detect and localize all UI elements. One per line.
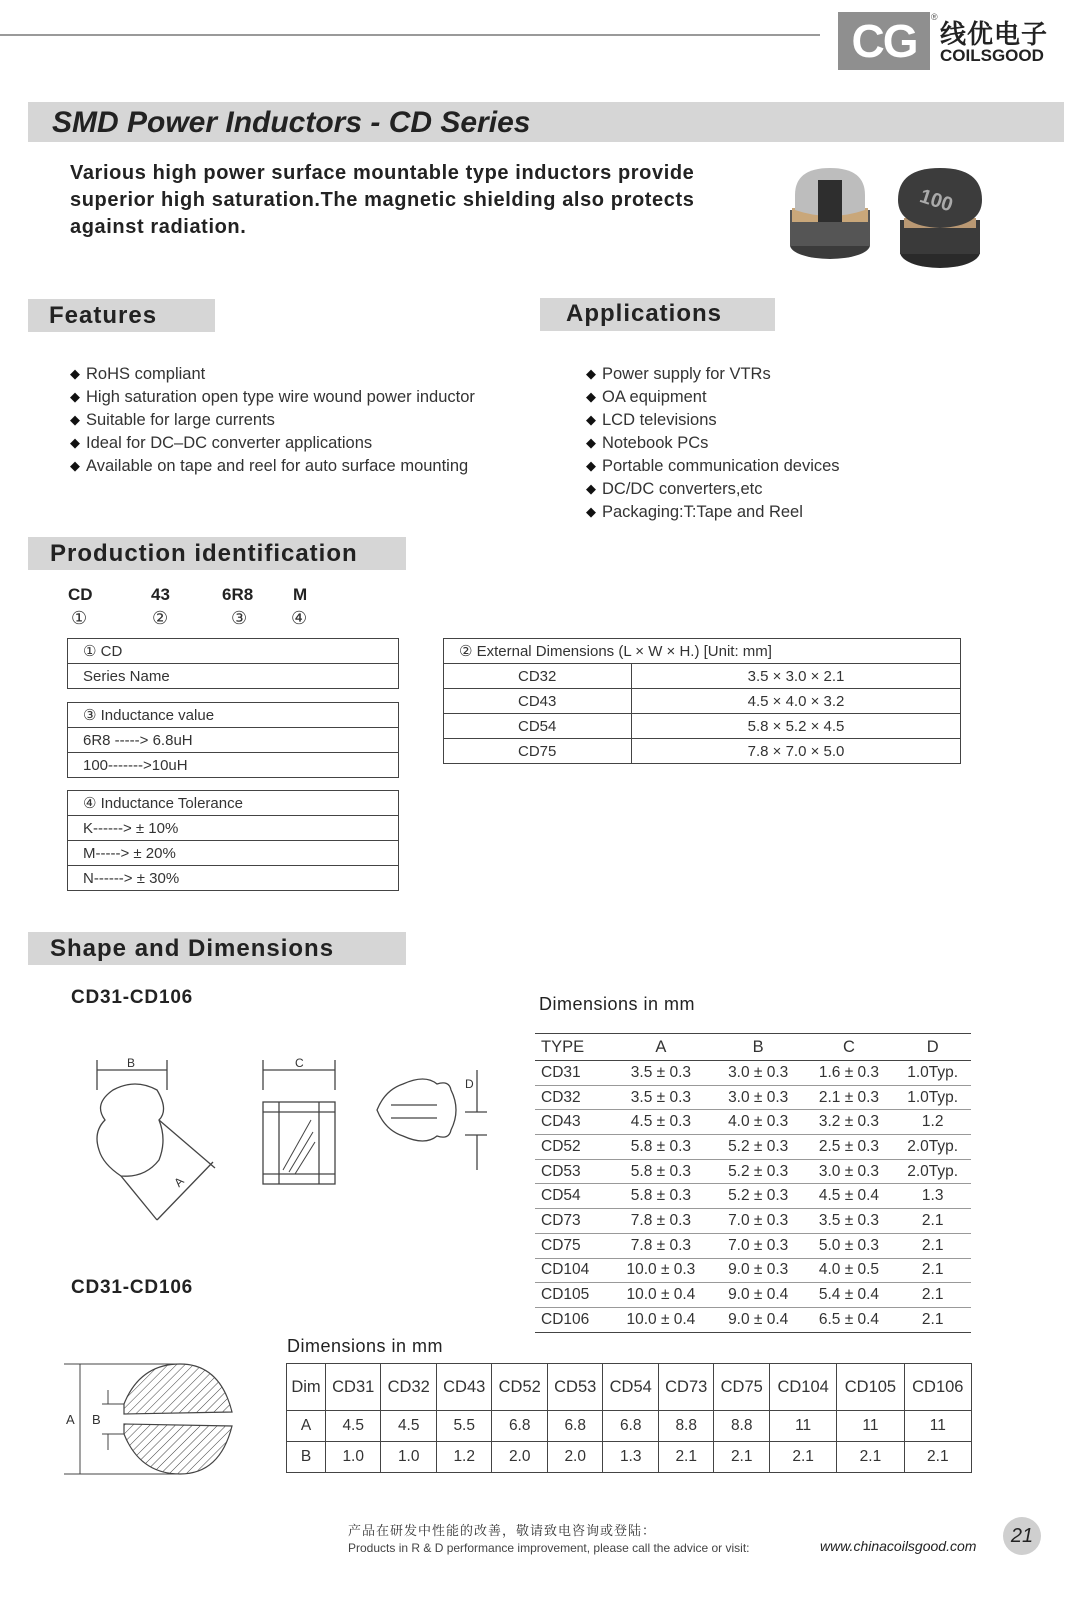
code-mark-3: ③ (231, 608, 248, 628)
table-cell: 6.5 ± 0.4 (818, 1310, 880, 1328)
external-type: CD32 (444, 664, 632, 689)
table-header-cell: CD75 (714, 1364, 770, 1411)
table-cell: 2.1 (894, 1258, 971, 1283)
applications-item: ◆ Portable communication devices (586, 455, 840, 478)
features-item: ◆ RoHS compliant (70, 363, 475, 386)
table-cell: CD75 (535, 1233, 609, 1258)
table-cell: 5.4 ± 0.4 (804, 1283, 895, 1308)
table-row (535, 1135, 971, 1160)
applications-heading: Applications (566, 300, 723, 327)
range-label-1: CD31-CD106 (71, 987, 194, 1008)
table-row (535, 1159, 971, 1184)
tolerance-header: ④ Inductance Tolerance (68, 791, 399, 816)
series-header: ① CD (68, 639, 399, 664)
table-cell: 2.5 ± 0.3 (804, 1135, 895, 1160)
code-part-1: CD (68, 585, 93, 604)
table-cell: 4.5 ± 0.4 (804, 1184, 895, 1209)
tolerance-table (67, 790, 399, 891)
table-cell: 2.1 (894, 1233, 971, 1258)
logo-chinese-name: 线优电子 (940, 19, 1049, 49)
table-cell: 2.1 (714, 1442, 770, 1473)
table-cell: 1.3 (603, 1442, 659, 1473)
table-cell: 1.2 (894, 1110, 971, 1135)
ab-dimensions-table (286, 1363, 972, 1473)
external-type: CD75 (444, 739, 632, 764)
table-cell: 2.0 (492, 1442, 548, 1473)
table-cell: 3.5 ± 0.3 (609, 1061, 713, 1086)
footer-english-note: Products in R & D performance improvement, please call the advice or visit: (348, 1541, 750, 1555)
applications-item: ◆ LCD televisions (586, 409, 840, 432)
table-cell: 2.1 (904, 1442, 971, 1473)
table-cell: A (287, 1411, 326, 1442)
table-cell: 9.0 ± 0.4 (713, 1283, 804, 1308)
logo-mark: CG (838, 12, 930, 70)
code-mark-4: ④ (291, 608, 308, 628)
features-item: ◆ Ideal for DC–DC converter applications (70, 432, 475, 455)
table-cell: 6.8 (603, 1411, 659, 1442)
table-row (535, 1258, 971, 1283)
table-header-cell: CD31 (325, 1364, 381, 1411)
table-cell: 8.8 (658, 1411, 714, 1442)
table-cell: 1.3 (894, 1184, 971, 1209)
features-heading: Features (49, 302, 158, 329)
table-cell: 3.0 ± 0.3 (713, 1061, 804, 1086)
table-header-cell: Dim (287, 1364, 326, 1411)
external-dimensions-table (443, 638, 961, 764)
table-cell: 4.0 ± 0.5 (804, 1258, 895, 1283)
table-row (535, 1307, 971, 1332)
external-value: 5.8 × 5.2 × 4.5 (632, 714, 961, 739)
table-cell: 2.1 (894, 1209, 971, 1234)
table-cell: 6.8 (547, 1411, 603, 1442)
external-type: CD54 (444, 714, 632, 739)
table-cell: 10.0 ± 0.4 (626, 1310, 696, 1328)
table-cell: 10.0 ± 0.4 (609, 1283, 713, 1308)
table-cell: 1.0Typ. (894, 1061, 971, 1086)
tolerance-row: N------> ± 30% (83, 869, 180, 887)
table-cell: 5.0 ± 0.3 (804, 1233, 895, 1258)
table-cell: 5.2 ± 0.3 (713, 1184, 804, 1209)
table-cell: 10.0 ± 0.3 (609, 1258, 713, 1283)
dimensions-table (535, 1033, 971, 1333)
production-heading: Production identification (50, 540, 358, 567)
features-list (70, 363, 475, 478)
table-cell: 1.0Typ. (894, 1085, 971, 1110)
label-b: B (127, 1056, 136, 1070)
code-part-2: 43 (151, 585, 170, 604)
applications-item: ◆ OA equipment (586, 386, 840, 409)
code-mark-1: ① (71, 608, 88, 628)
code-part-4: M (293, 585, 308, 604)
table-cell: CD73 (535, 1209, 609, 1234)
table-cell: 2.0 (547, 1442, 603, 1473)
table-cell: 5.5 (436, 1411, 492, 1442)
table-cell: CD43 (535, 1110, 609, 1135)
table-header-cell: TYPE (535, 1034, 609, 1061)
table-cell: B (287, 1442, 326, 1473)
table-cell: 11 (904, 1411, 971, 1442)
table-row (535, 1283, 971, 1308)
label-d: D (465, 1077, 474, 1091)
table-cell: 3.0 ± 0.3 (804, 1159, 895, 1184)
page-title: SMD Power Inductors - CD Series (52, 106, 531, 139)
table-header-cell: B (713, 1034, 804, 1061)
series-table (67, 638, 399, 689)
table-cell: CD53 (535, 1159, 609, 1184)
table-header-cell: CD73 (658, 1364, 714, 1411)
table-cell: CD32 (535, 1085, 609, 1110)
external-value: 7.8 × 7.0 × 5.0 (632, 739, 961, 764)
table-cell: 7.0 ± 0.3 (713, 1209, 804, 1234)
table-cell: 7.0 ± 0.3 (713, 1233, 804, 1258)
tolerance-row: K------> ± 10% (68, 816, 399, 841)
table-cell: 1.6 ± 0.3 (804, 1061, 895, 1086)
table-cell: CD54 (535, 1184, 609, 1209)
table-cell: 5.2 ± 0.3 (713, 1135, 804, 1160)
applications-item: ◆ Notebook PCs (586, 432, 840, 455)
table-cell: 2.1 (894, 1283, 971, 1308)
table2-title: Dimensions in mm (287, 1336, 444, 1356)
label-a: A (171, 1174, 187, 1190)
table-header-cell: A (609, 1034, 713, 1061)
table-cell: 4.5 ± 0.3 (609, 1110, 713, 1135)
table-header-cell: CD105 (837, 1364, 904, 1411)
table-cell: 5.2 ± 0.3 (713, 1159, 804, 1184)
table-cell: 9.0 ± 0.4 (728, 1310, 789, 1328)
table-cell: 2.1 (837, 1442, 904, 1473)
applications-item: ◆ DC/DC converters,etc (586, 478, 840, 501)
table-row (535, 1061, 971, 1086)
table-cell: 5.8 ± 0.3 (609, 1184, 713, 1209)
logo-english-name: COILSGOOD (940, 46, 1044, 65)
table-cell: 2.0Typ. (894, 1159, 971, 1184)
table-header-cell: CD104 (769, 1364, 836, 1411)
table-cell: 2.1 ± 0.3 (804, 1085, 895, 1110)
table-cell: 9.0 ± 0.3 (713, 1258, 804, 1283)
table-cell: 4.5 (381, 1411, 437, 1442)
table-cell: 5.8 ± 0.3 (609, 1159, 713, 1184)
applications-list (586, 363, 840, 524)
table-cell: CD104 (535, 1258, 609, 1283)
range-label-2: CD31-CD106 (71, 1277, 194, 1298)
external-value: 3.5 × 3.0 × 2.1 (632, 664, 961, 689)
features-item: ◆ Available on tape and reel for auto surface mounting (70, 455, 475, 478)
cross-section-drawing (62, 1360, 240, 1478)
table-cell: 2.1 (769, 1442, 836, 1473)
product-photo (780, 160, 995, 280)
table-cell: 7.8 ± 0.3 (609, 1209, 713, 1234)
dimension-drawings (85, 1050, 505, 1230)
table-cell: 3.5 ± 0.3 (804, 1209, 895, 1234)
table-cell: 2.0Typ. (894, 1135, 971, 1160)
table-cell: 2.1 (658, 1442, 714, 1473)
table-cell: 5.8 ± 0.3 (609, 1135, 713, 1160)
inductance-row: 6R8 -----> 6.8uH (68, 728, 399, 753)
label-section-a: A (66, 1412, 75, 1427)
table-header-cell: CD43 (436, 1364, 492, 1411)
table-cell: 2.1 (921, 1310, 944, 1328)
series-row: Series Name (83, 667, 170, 685)
intro-text: Various high power surface mountable type inductors provide superior high saturation.The magnetic shielding also protects against radiation. (70, 162, 695, 238)
table-cell: 1.0 (381, 1442, 437, 1473)
table-header-cell: CD53 (547, 1364, 603, 1411)
table-cell: CD52 (535, 1135, 609, 1160)
table-cell: 11 (769, 1411, 836, 1442)
applications-item: ◆ Packaging:T:Tape and Reel (586, 501, 840, 524)
table-row (535, 1184, 971, 1209)
table-header-cell: CD54 (603, 1364, 659, 1411)
shape-heading: Shape and Dimensions (50, 935, 335, 962)
table-cell: CD106 (541, 1310, 590, 1328)
table-row (287, 1411, 972, 1442)
table-row (535, 1110, 971, 1135)
external-header: ② External Dimensions (L × W × H.) [Unit: mm] (444, 639, 961, 664)
page-number: 21 (1003, 1517, 1041, 1555)
table-cell: 3.0 ± 0.3 (713, 1085, 804, 1110)
table-header-cell: D (894, 1034, 971, 1061)
table-header-cell: CD52 (492, 1364, 548, 1411)
table-cell: CD105 (535, 1283, 609, 1308)
table-cell: 4.0 ± 0.3 (713, 1110, 804, 1135)
header-rule (0, 34, 820, 36)
external-type: CD43 (444, 689, 632, 714)
tolerance-row: M-----> ± 20% (68, 841, 399, 866)
external-value: 4.5 × 4.0 × 3.2 (632, 689, 961, 714)
code-part-3: 6R8 (222, 585, 254, 604)
product-marking: 100 (916, 185, 956, 217)
label-c: C (295, 1056, 304, 1070)
table-cell: 6.8 (492, 1411, 548, 1442)
logo-registered: ® (931, 12, 938, 22)
table-row (535, 1085, 971, 1110)
features-item: ◆ Suitable for large currents (70, 409, 475, 432)
table-cell: CD31 (535, 1061, 609, 1086)
table-cell: 8.8 (714, 1411, 770, 1442)
table1-title: Dimensions in mm (539, 994, 696, 1014)
table-cell: 1.0 (325, 1442, 381, 1473)
table-header-cell: CD32 (381, 1364, 437, 1411)
code-mark-2: ② (152, 608, 169, 628)
table-cell: 4.5 (325, 1411, 381, 1442)
table-cell: 11 (837, 1411, 904, 1442)
inductance-row: 100------->10uH (83, 756, 188, 774)
table-cell: 1.2 (436, 1442, 492, 1473)
inductance-header: ③ Inductance value (68, 703, 399, 728)
inductance-table (67, 702, 399, 778)
applications-item: ◆ Power supply for VTRs (586, 363, 840, 386)
footer-website[interactable]: www.chinacoilsgood.com (820, 1538, 977, 1554)
table-header-cell: CD106 (904, 1364, 971, 1411)
label-section-b: B (92, 1412, 101, 1427)
features-item: ◆ High saturation open type wire wound power inductor (70, 386, 475, 409)
table-cell: 3.2 ± 0.3 (804, 1110, 895, 1135)
table-cell: 7.8 ± 0.3 (609, 1233, 713, 1258)
table-row (535, 1209, 971, 1234)
table-header-cell: C (804, 1034, 895, 1061)
footer-chinese-note: 产品在研发中性能的改善，敬请致电咨询或登陆： (348, 1523, 657, 1538)
table-row (535, 1233, 971, 1258)
table-cell: 3.5 ± 0.3 (609, 1085, 713, 1110)
table-row (287, 1442, 972, 1473)
